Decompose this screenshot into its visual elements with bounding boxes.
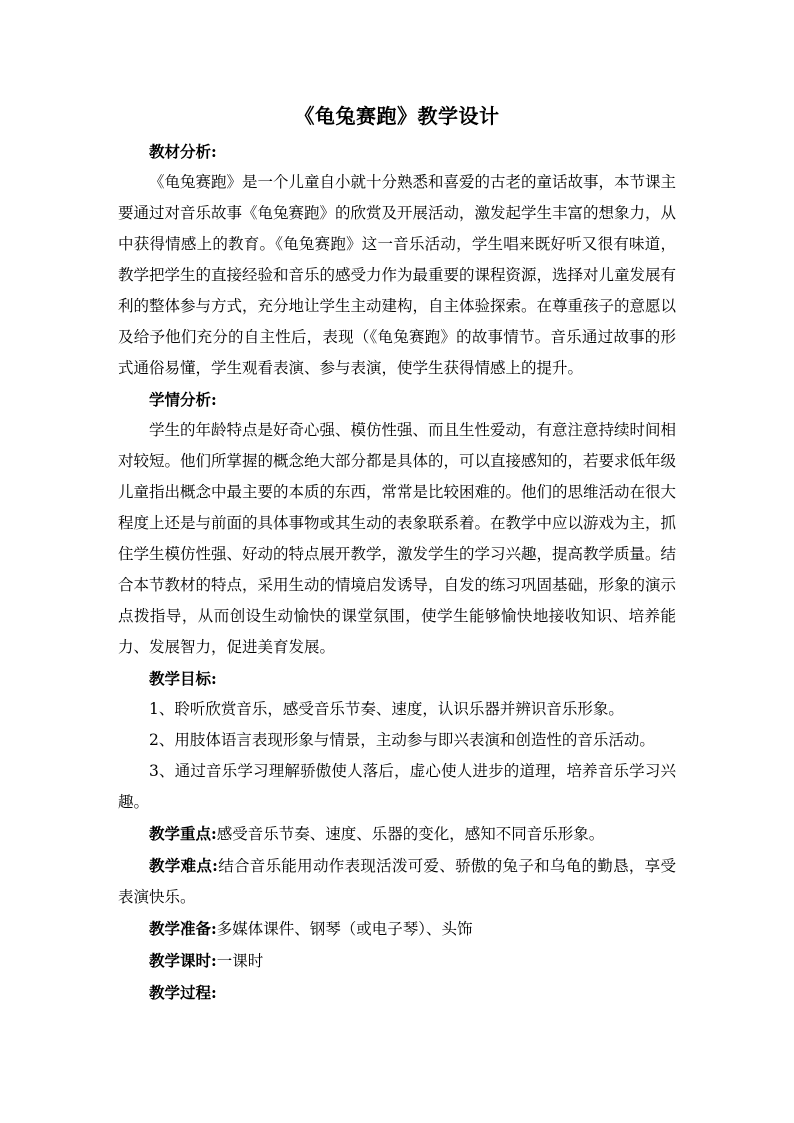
class-hours-text: 一课时 xyxy=(216,952,264,970)
difficulties-text: 结合音乐能用动作表现活泼可爱、骄傲的兔子和乌龟的勤恳，享受表演快乐。 xyxy=(118,857,676,906)
preparation-line xyxy=(118,913,676,945)
preparation-text: 多媒体课件、钢琴（或电子琴）、头饰 xyxy=(216,920,473,938)
student-analysis-body: 学生的年龄特点是好奇心强、模仿性强、而且生性爱动，有意注意持续时间相对较短。他们所掌握的概念绝大部分都是具体的，可以直接感知的，若要求低年级儿童指出概念中最主要的本质的东西，常常是比较困难的。他们的思维活动在很大程度上还是与前面的具体事物或其生动的表象联系着。在教学中应以游戏为主，抓住学生模仿性强、好动的特点展开教学，激发学生的学习兴趣，提高教学质量。结合本节教材的特点，采用生动的情境启发诱导，自发的练习巩固基础，形象的演示点拨指导，从而创设生动愉快的课堂氛围，使学生能够愉快地接收知识、培养能力、发展智力，促进美育发展。 xyxy=(118,421,677,656)
teaching-goal-item-1: 1、聆听欣赏音乐，感受音乐节奏、速度，认识乐器并辨识音乐形象。 xyxy=(149,700,624,718)
class-hours-line xyxy=(118,945,676,977)
preparation-label: 教学准备: xyxy=(149,919,217,938)
teaching-goal-item-2: 2、用肢体语言表现形象与情景，主动参与即兴表演和创造性的音乐活动。 xyxy=(149,731,655,749)
teaching-goal-item-3: 3、通过音乐学习理解骄傲使人落后，虚心使人进步的道理，培养音乐学习兴趣。 xyxy=(118,762,676,811)
key-points-label: 教学重点: xyxy=(149,824,217,843)
class-hours-label: 教学课时: xyxy=(149,951,217,970)
teaching-goals-heading: 教学目标: xyxy=(149,669,217,688)
material-analysis-body: 《龟兔赛跑》是一个儿童自小就十分熟悉和喜爱的古老的童话故事，本节课主要通过对音乐故事《龟兔赛跑》的欣赏及开展活动，激发起学生丰富的想象力，从中获得情感上的教育。《龟兔赛跑》这一音乐活动，学生唱来既好听又很有味道，教学把学生的直接经验和音乐的感受力作为最重要的课程资源，选择对儿童发展有利的整体参与方式，充分地让学生主动建构，自主体验探索。在尊重孩子的意愿以及给予他们充分的自主性后，表现（《龟兔赛跑》的故事情节。音乐通过故事的形式通俗易懂，学生观看表演、参与表演，使学生获得情感上的提升。 xyxy=(118,173,677,377)
difficulties-label: 教学难点: xyxy=(149,856,218,875)
material-analysis-heading: 教材分析: xyxy=(149,142,217,161)
difficulties-line xyxy=(118,850,676,913)
student-analysis-heading: 学情分析: xyxy=(149,390,217,409)
key-points-text: 感受音乐节奏、速度、乐器的变化，感知不同音乐形象。 xyxy=(216,825,605,843)
document-title: 《龟兔赛跑》教学设计 xyxy=(294,104,500,128)
process-heading: 教学过程: xyxy=(149,983,217,1002)
key-points-line xyxy=(118,818,676,850)
